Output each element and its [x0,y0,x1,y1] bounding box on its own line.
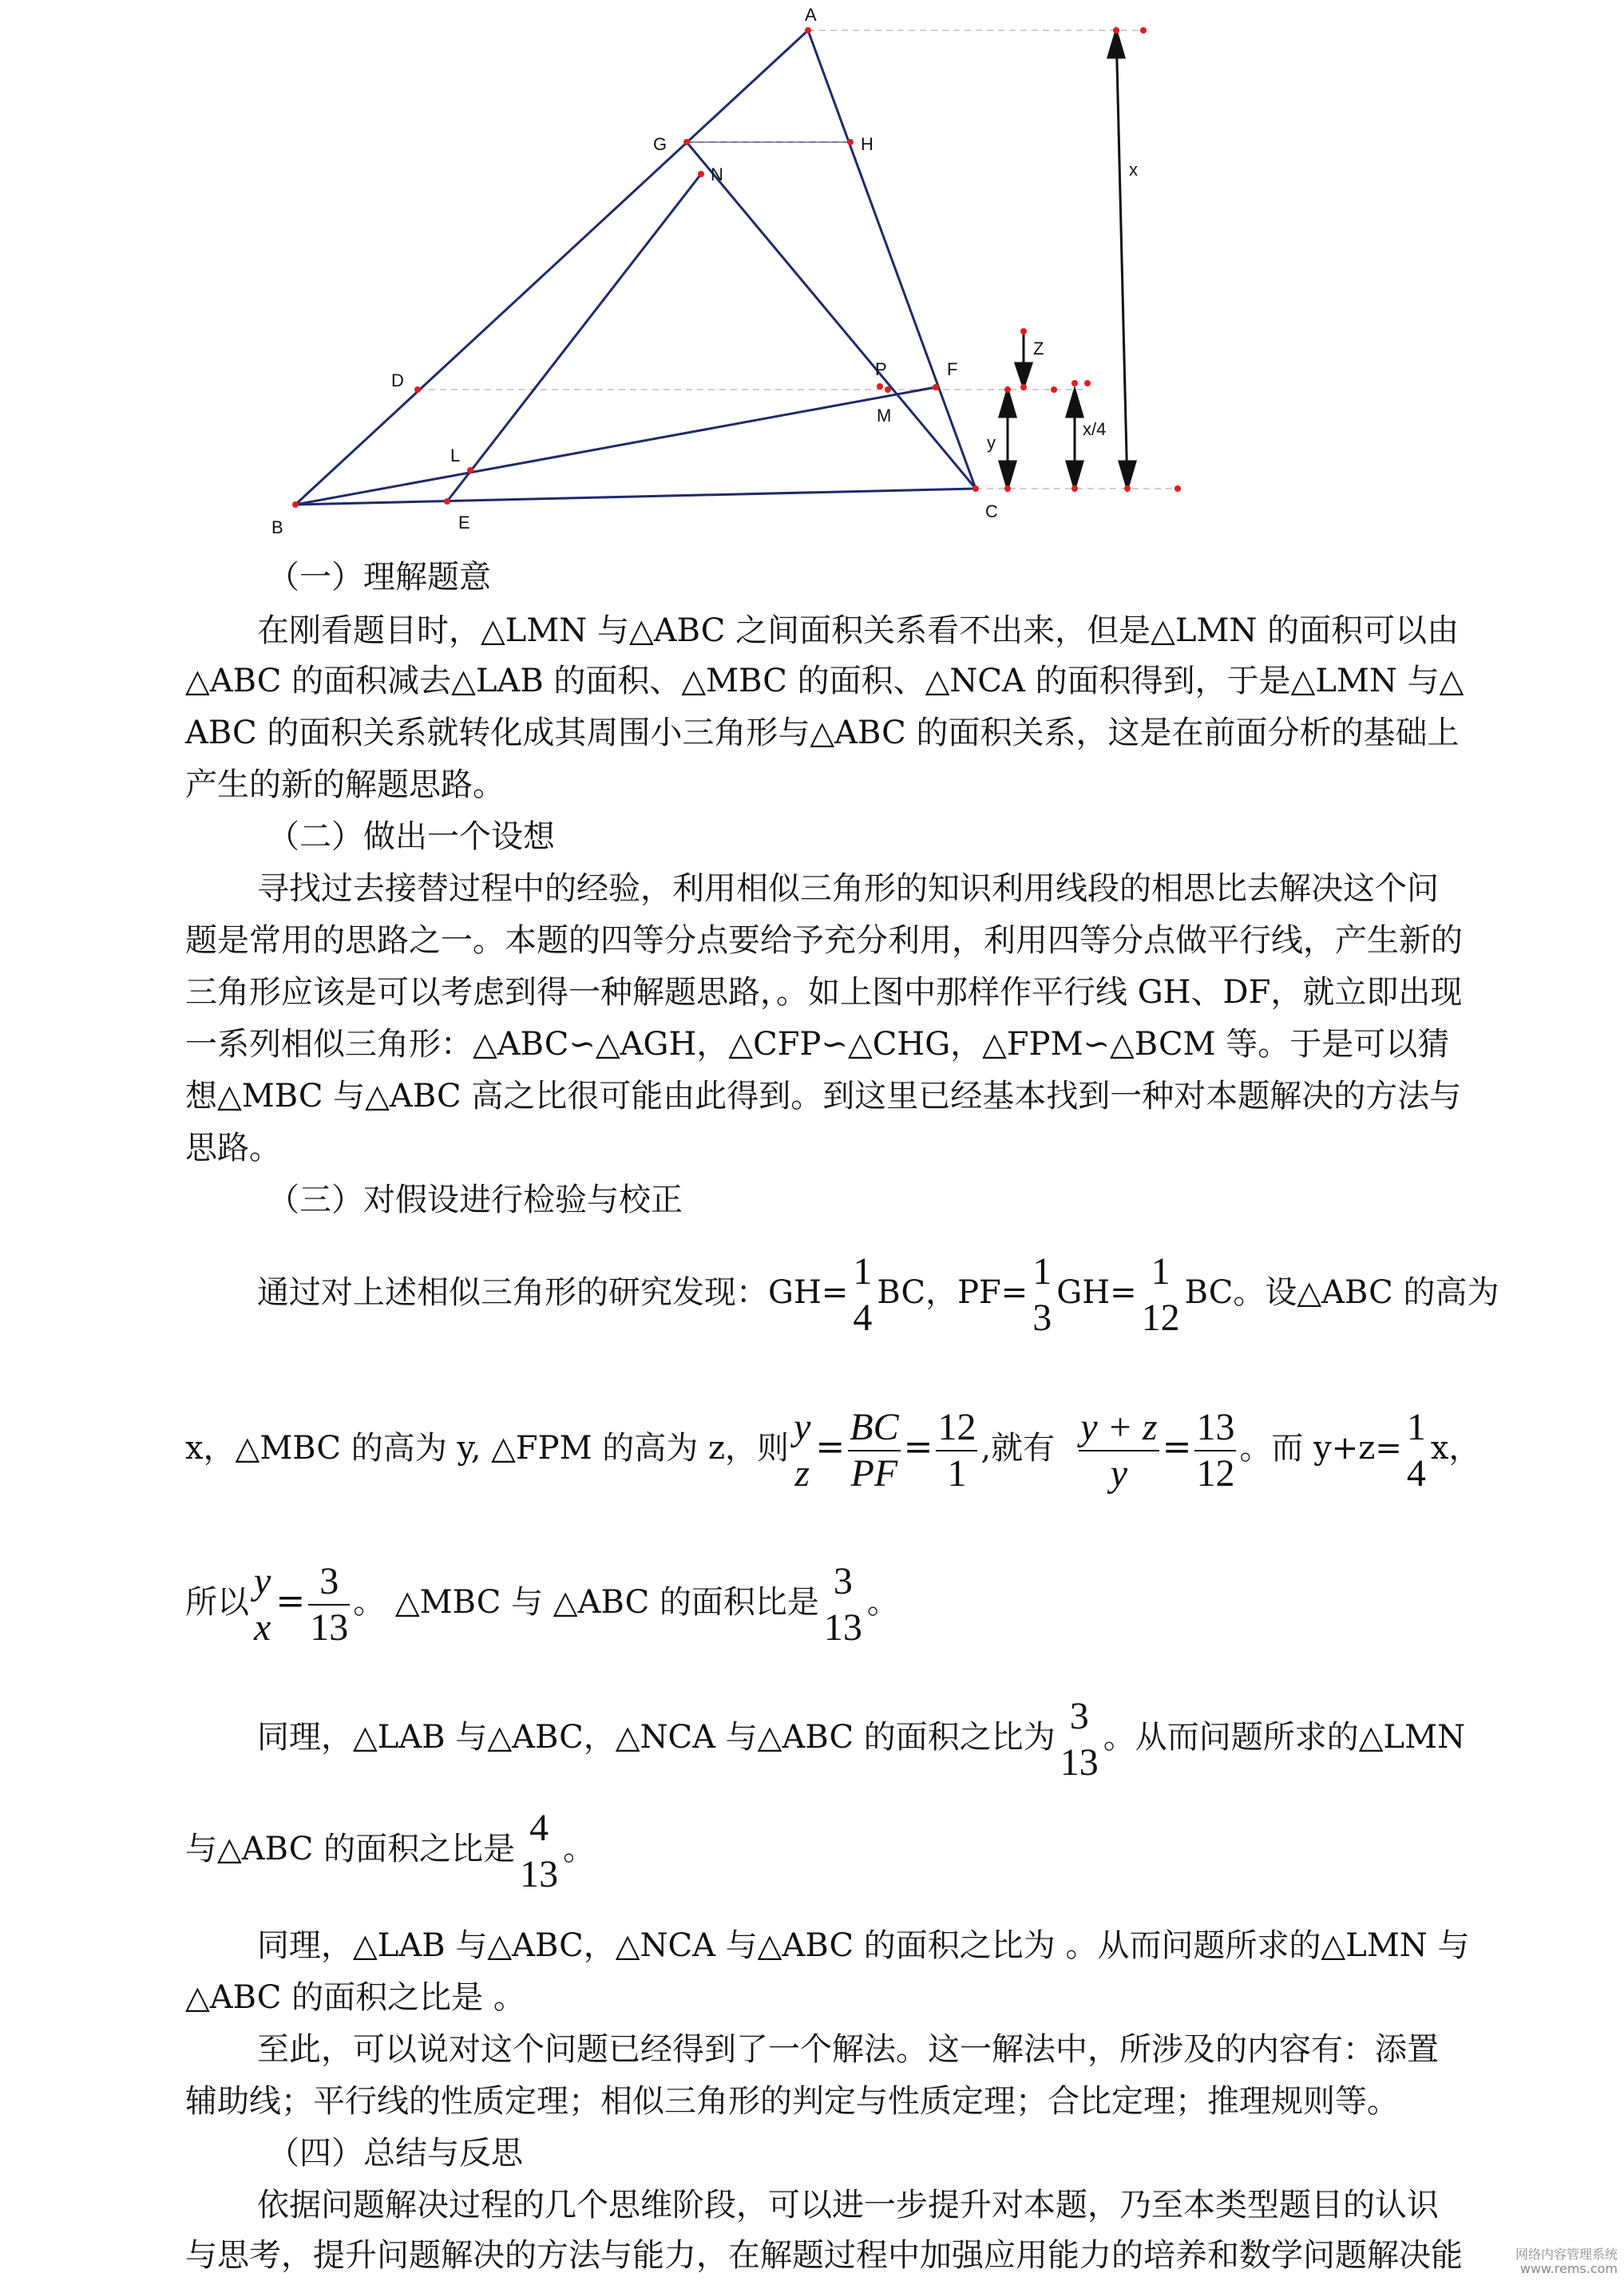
fraction: y z [794,1406,811,1495]
segment-en [447,174,701,501]
paragraph-line: 思路。 [185,1130,281,1166]
label-x4: x/4 [1083,419,1107,439]
label-g: G [653,134,667,154]
formula-line-1: 通过对上述相似三角形的研究发现：GH= 1 4 BC，PF= 1 3 GH= 1 12 BC。设△ABC 的高为 [257,1250,1499,1339]
paragraph-line: 至此，可以说对这个问题已经得到了一个解法。这一解法中，所涉及的内容有：添置 [257,2031,1439,2068]
paragraph-line: ABC 的面积关系就转化成其周围小三角形与△ABC 的面积关系，这是在前面分析的基础上 [185,715,1460,751]
fraction: y x [254,1560,271,1649]
points [292,27,1181,508]
geometry-figure [0,0,1624,551]
formula-line-2: x，△MBC 的高为 y, △FPM 的高为 z，则 y z = $\frac{BC}{PF}$ = $\frac{12}{1}$ ,就有 $\frac{y + z}{y}$ = $\frac{13}{12}$ 。而 y+z= 1 4 x， [185,1406,1481,1495]
label-y: y [987,433,996,453]
label-h: H [861,134,873,154]
paragraph-line: 在刚看题目时，△LMN 与△ABC 之间面积关系看不出来，但是△LMN 的面积可以由 [257,612,1460,649]
heading-hypothesis: （二）做出一个设想 [267,818,555,855]
paragraph-line: 想△MBC 与△ABC 高之比很可能由此得到。到这里已经基本找到一种对本题解决的方法与 [185,1078,1462,1115]
paragraph-line: △ABC 的面积之比是 。 [185,1979,525,2016]
paragraph-line: 依据问题解决过程的几个思维阶段，可以进一步提升对本题，乃至本类型题目的认识 [257,2187,1439,2224]
triangle-lines [295,30,976,505]
formula-line-5: 与△ABC 的面积之比是 4 13 。 [185,1807,596,1895]
fraction: 4 13 [520,1807,559,1895]
fraction: $\frac{12}{1}$ [937,1406,976,1495]
label-d: D [391,370,404,390]
label-z: Z [1033,339,1044,358]
label-p: P [875,359,887,379]
fraction: $\frac{BC}{PF}$ [850,1406,899,1495]
paragraph-line: 三角形应该是可以考虑到得一种解题思路，。如上图中那样作平行线 GH、DF，就立即出现 [185,974,1463,1011]
paragraph-line: 题是常用的思路之一。本题的四等分点要给予充分利用，利用四等分点做平行线，产生新的 [185,922,1463,959]
label-a: A [805,5,817,25]
fraction: 1 12 [1141,1250,1180,1339]
heading-summary: （四）总结与反思 [267,2135,523,2172]
label-m: M [877,406,892,426]
paragraph-line: 寻找过去接替过程中的经验，利用相似三角形的知识利用线段的相思比去解决这个问 [257,870,1439,907]
watermark: 网络内容管理系统 www.rems.com [1515,2247,1618,2276]
fraction: 1 4 [1406,1406,1426,1495]
heading-understand: （一）理解题意 [267,559,491,596]
fraction: 1 3 [1032,1250,1052,1339]
label-l: L [450,446,461,465]
fraction: $\frac{13}{12}$ [1196,1406,1235,1495]
paragraph-line: 同理，△LAB 与△ABC，△NCA 与△ABC 的面积之比为 。从而问题所求的△LMN 与 [257,1927,1470,1964]
label-f: F [947,359,958,379]
formula-line-3: 所以 y x = $\frac{3}{13}$ 。 △MBC 与 △ABC 的面积比是 3 13 。 [185,1560,899,1649]
fraction: 3 13 [1060,1695,1099,1784]
segment-cg [687,142,976,489]
paragraph-line: △ABC 的面积减去△LAB 的面积、△MBC 的面积、△NCA 的面积得到，于是△LMN 与△ [185,663,1464,699]
segment-bf [295,387,936,505]
label-b: B [271,517,283,537]
paragraph-line: 辅助线；平行线的性质定理；相似三角形的判定与性质定理；合比定理；推理规则等。 [185,2083,1399,2120]
fraction: 1 4 [853,1250,873,1339]
side-bc [295,489,976,505]
heading-verify: （三）对假设进行检验与校正 [267,1182,683,1218]
formula-line-4: 同理，△LAB 与△ABC，△NCA 与△ABC 的面积之比为 3 13 。从而问题所求的△LMN [257,1695,1466,1784]
side-ab [295,30,808,505]
label-c: C [985,501,998,521]
label-e: E [458,513,470,533]
paragraph-line: 产生的新的解题思路。 [185,766,505,803]
fraction: $\frac{3}{13}$ [310,1560,349,1649]
fraction: $\frac{y + z}{y}$ [1080,1406,1158,1495]
fraction: 3 13 [823,1560,862,1649]
arrows [1000,30,1135,489]
side-ac [808,30,976,489]
dashed-guides [418,30,1178,489]
paragraph-line: 与思考，提升问题解决的方法与能力，在解题过程中加强应用能力的培养和数学问题解决能 [185,2237,1463,2274]
label-n: N [711,164,723,184]
label-x: x [1129,160,1138,180]
paragraph-line: 一系列相似三角形：△ABC∽△AGH，△CFP∽△CHG，△FPM∽△BCM 等。于是可以猜 [185,1026,1450,1063]
